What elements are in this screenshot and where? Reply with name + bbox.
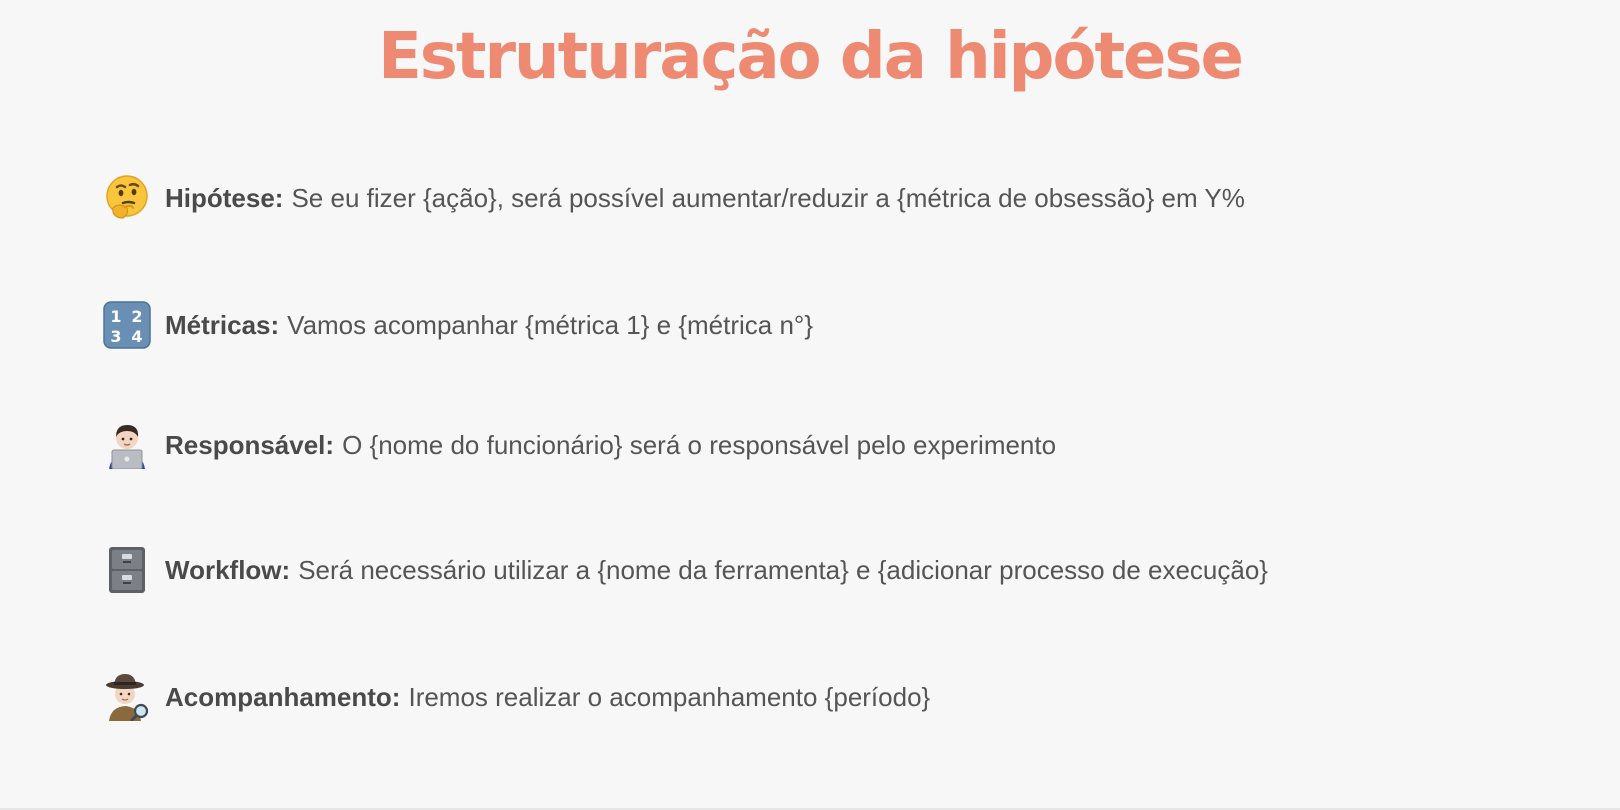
input-numbers-icon — [103, 301, 151, 349]
page-title: Estruturação da hipótese — [378, 20, 1242, 94]
workflow-label: Workflow: — [165, 554, 291, 585]
metrics-text: Vamos acompanhar {métrica 1} e {métrica n°} — [287, 309, 814, 340]
workflow-text: Será necessário utilizar a {nome da ferramenta} e {adicionar processo de execução} — [298, 554, 1268, 585]
hypothesis-row — [103, 173, 1245, 223]
svg-text:4: 4 — [131, 327, 143, 346]
workflow-row — [103, 545, 1268, 595]
responsible-label: Responsável: — [165, 429, 335, 460]
svg-text:2: 2 — [131, 307, 143, 326]
hypothesis-text: Se eu fizer {ação}, será possível aumentar/reduzir a {métrica de obsessão} em Y% — [291, 182, 1245, 213]
svg-text:1: 1 — [110, 307, 122, 326]
tracking-label: Acompanhamento: — [165, 681, 401, 712]
detective-icon — [103, 673, 151, 721]
responsible-row — [103, 420, 1056, 470]
thinking-face-icon — [103, 174, 151, 222]
hypothesis-label: Hipótese: — [165, 182, 284, 213]
responsible-text: O {nome do funcionário} será o responsável pelo experimento — [342, 429, 1057, 460]
metrics-row — [103, 300, 813, 350]
technologist-icon — [103, 421, 151, 469]
file-cabinet-icon — [103, 546, 151, 594]
tracking-text: Iremos realizar o acompanhamento {período} — [408, 681, 931, 712]
tracking-row — [103, 672, 930, 722]
svg-text:3: 3 — [110, 327, 122, 346]
metrics-label: Métricas: — [165, 309, 280, 340]
